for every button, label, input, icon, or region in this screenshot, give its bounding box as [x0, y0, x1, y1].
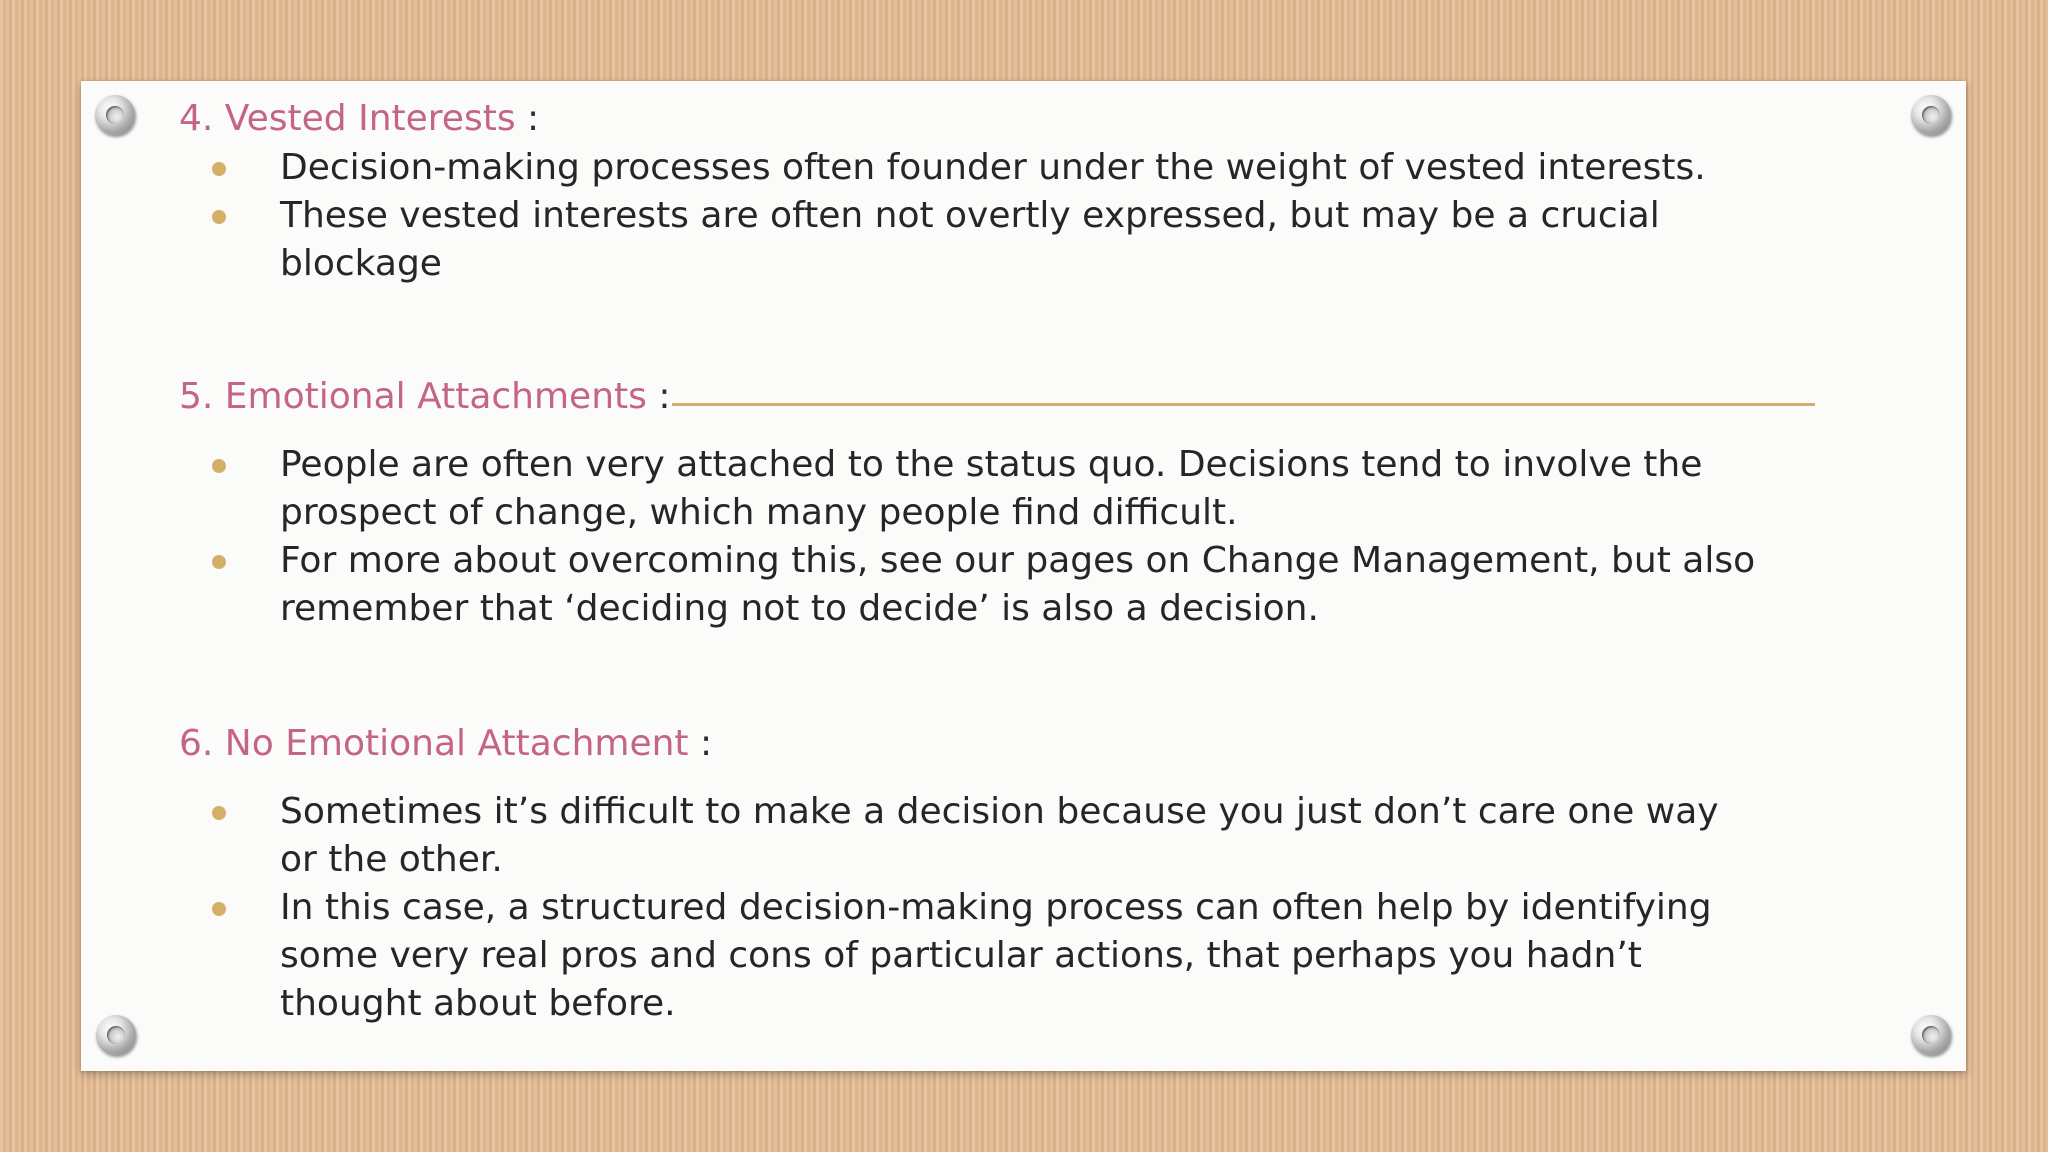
list-item — [280, 441, 1760, 537]
list-item — [280, 788, 1760, 884]
bullet-text: People are often very attached to the status quo. Decisions tend to involve the prospect of change, which many people find difficult. — [280, 444, 1703, 533]
bullet-icon — [212, 162, 226, 176]
bullet-icon — [212, 459, 226, 473]
bullet-text: Decision-making processes often founder under the weight of vested interests. — [280, 147, 1706, 188]
list-item — [280, 144, 1760, 192]
section-heading — [179, 375, 670, 419]
list-item — [280, 192, 1760, 288]
bullet-icon — [212, 902, 226, 916]
pushpin-icon — [1911, 95, 1951, 135]
section-heading — [179, 97, 539, 141]
list-item — [280, 884, 1760, 1028]
heading-text: 4. Vested Interests — [179, 98, 516, 139]
bullet-text: In this case, a structured decision-making process can often help by identifying some very real pros and cons of particular actions, that perhaps you hadn’t thought about before. — [280, 887, 1712, 1024]
bullet-icon — [212, 806, 226, 820]
heading-text: 6. No Emotional Attachment — [179, 723, 689, 764]
bullet-text: These vested interests are often not overtly expressed, but may be a crucial blockage — [280, 195, 1660, 284]
section-heading — [179, 722, 712, 766]
list-item — [280, 537, 1760, 633]
heading-colon: : — [646, 376, 671, 417]
bullet-text: Sometimes it’s difficult to make a decision because you just don’t care one way or the other. — [280, 791, 1719, 880]
heading-colon: : — [688, 723, 713, 764]
bullet-text: For more about overcoming this, see our pages on Change Management, but also remember that ‘deciding not to decide’ is also a decision. — [280, 540, 1756, 629]
heading-text: 5. Emotional Attachments — [179, 376, 647, 417]
pushpin-icon — [96, 1015, 136, 1055]
heading-colon: : — [515, 98, 540, 139]
divider-line — [672, 403, 1815, 406]
pushpin-icon — [1911, 1015, 1951, 1055]
bullet-icon — [212, 555, 226, 569]
bullet-icon — [212, 210, 226, 224]
pushpin-icon — [95, 95, 135, 135]
